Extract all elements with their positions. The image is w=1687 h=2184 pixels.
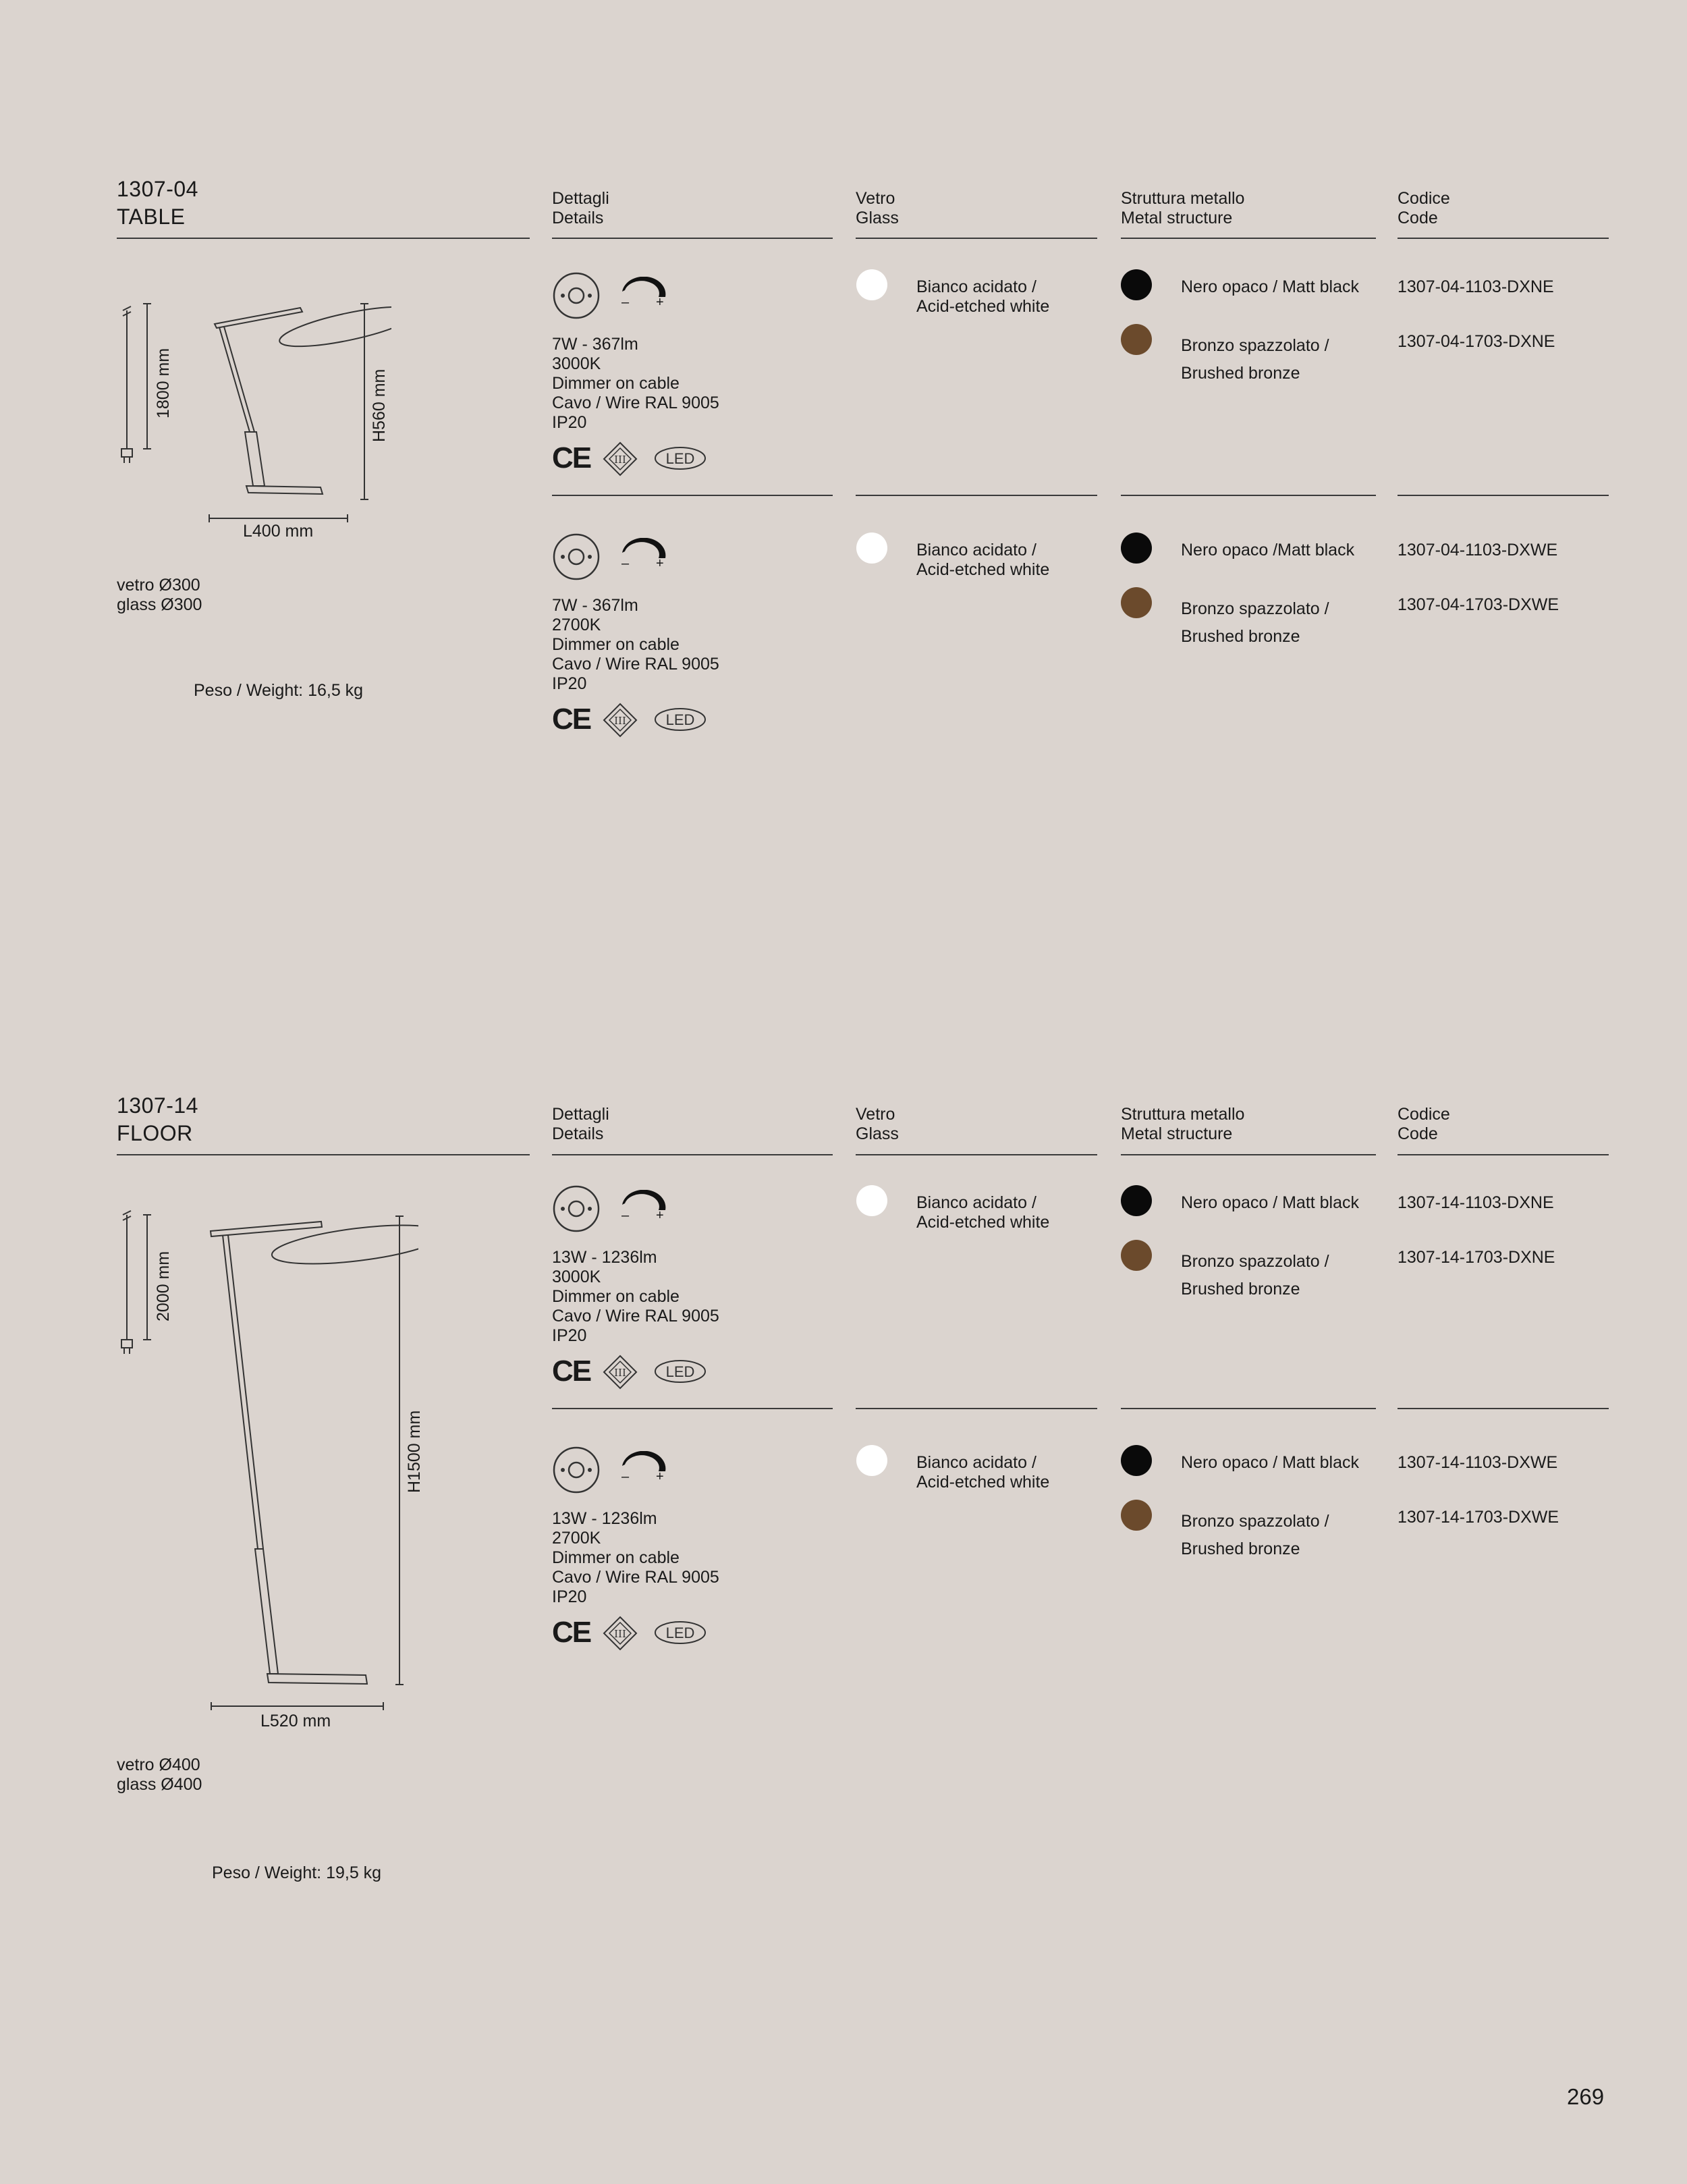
header-details-en: Details xyxy=(552,1124,604,1143)
led-text: LED xyxy=(665,1625,695,1641)
product-code: 1307-04 xyxy=(117,177,198,201)
led-icon xyxy=(653,445,707,471)
details-power: 13W - 1236lm xyxy=(552,1248,657,1267)
product-code-value: 1307-04-1103-DXNE xyxy=(1398,277,1554,296)
divider xyxy=(856,238,1097,239)
details-cable: Cavo / Wire RAL 9005 xyxy=(552,1307,719,1326)
details-color-temp: 2700K xyxy=(552,1529,601,1548)
divider xyxy=(1121,238,1376,239)
details-cable: Cavo / Wire RAL 9005 xyxy=(552,655,719,674)
glass-finish-en: Acid-etched white xyxy=(916,560,1050,579)
switch-icon xyxy=(552,533,601,581)
bronze-swatch xyxy=(1121,1240,1152,1271)
header-details xyxy=(552,189,609,228)
class-iii-text: III xyxy=(614,715,626,727)
header-structure-it: Struttura metallo xyxy=(1121,189,1245,208)
glass-finish-it: Bianco acidato / xyxy=(916,1193,1036,1212)
led-text: LED xyxy=(665,450,695,467)
led-icon xyxy=(653,1620,707,1645)
header-code-it: Codice xyxy=(1398,189,1450,208)
finish-label xyxy=(1181,332,1329,387)
switch-icon xyxy=(552,1184,601,1233)
divider xyxy=(552,238,833,239)
header-details-en: Details xyxy=(552,209,604,227)
details-ip: IP20 xyxy=(552,674,587,693)
header-structure-en: Metal structure xyxy=(1121,1124,1233,1143)
product-code-value: 1307-04-1703-DXNE xyxy=(1398,332,1555,351)
finish-label-it: Bronzo spazzolato / xyxy=(1181,599,1329,618)
product-code-value: 1307-14-1103-DXWE xyxy=(1398,1453,1558,1472)
led-icon xyxy=(653,707,707,732)
black-swatch xyxy=(1121,1445,1152,1476)
divider xyxy=(856,1154,1097,1155)
product-code-value: 1307-14-1703-DXNE xyxy=(1398,1248,1555,1267)
product-code-value: 1307-04-1703-DXWE xyxy=(1398,595,1559,614)
divider xyxy=(1398,1408,1609,1409)
cable-length-label: 2000 mm xyxy=(154,1251,173,1321)
divider xyxy=(117,238,530,239)
dimmer-plus: + xyxy=(656,1469,664,1484)
details-list xyxy=(552,1509,719,1607)
divider xyxy=(1398,1154,1609,1155)
length-label: L400 mm xyxy=(243,522,314,541)
header-structure-it: Struttura metallo xyxy=(1121,1105,1245,1124)
divider xyxy=(1121,1408,1376,1409)
class-iii-text: III xyxy=(614,1367,626,1379)
divider xyxy=(552,1154,833,1155)
finish-label-it: Bronzo spazzolato / xyxy=(1181,336,1329,355)
glass-diameter-it: vetro Ø300 xyxy=(117,576,200,595)
dimmer-minus: – xyxy=(621,295,630,310)
details-cable: Cavo / Wire RAL 9005 xyxy=(552,1568,719,1587)
ce-mark-icon: CE xyxy=(552,703,591,736)
glass-diameter-it: vetro Ø400 xyxy=(117,1755,200,1774)
glass-finish xyxy=(916,277,1049,317)
ce-mark-icon: CE xyxy=(552,441,591,474)
class-iii-icon xyxy=(603,441,638,476)
product-type: FLOOR xyxy=(117,1121,193,1145)
header-details xyxy=(552,1105,609,1144)
weight: Peso / Weight: 16,5 kg xyxy=(194,681,364,700)
glass-finish-en: Acid-etched white xyxy=(916,1213,1050,1232)
divider xyxy=(1121,1154,1376,1155)
header-code xyxy=(1398,189,1450,228)
header-glass xyxy=(856,1105,899,1144)
header-code xyxy=(1398,1105,1450,1144)
class-iii-icon xyxy=(603,1355,638,1390)
header-code-en: Code xyxy=(1398,1124,1438,1143)
divider xyxy=(856,1408,1097,1409)
header-structure xyxy=(1121,1105,1244,1144)
class-iii-icon xyxy=(603,1616,638,1651)
details-ip: IP20 xyxy=(552,413,587,432)
finish-label-it: Bronzo spazzolato / xyxy=(1181,1252,1329,1271)
glass-diameter-en: glass Ø300 xyxy=(117,595,202,614)
details-list xyxy=(552,335,719,433)
glass-finish xyxy=(916,541,1049,580)
product-code-value: 1307-14-1103-DXNE xyxy=(1398,1193,1554,1212)
product-code: 1307-14 xyxy=(117,1093,198,1118)
dimmer-minus: – xyxy=(621,556,630,571)
dimmer-minus: – xyxy=(621,1469,630,1484)
table-lamp-drawing xyxy=(108,290,391,547)
divider xyxy=(552,495,833,496)
bronze-swatch xyxy=(1121,324,1152,355)
details-ip: IP20 xyxy=(552,1326,587,1345)
glass-diameter xyxy=(117,576,202,615)
dimmer-plus: + xyxy=(656,295,664,310)
glass-finish xyxy=(916,1193,1049,1232)
details-power: 7W - 367lm xyxy=(552,335,638,354)
header-code-en: Code xyxy=(1398,209,1438,227)
class-iii-icon xyxy=(603,703,638,738)
weight: Peso / Weight: 19,5 kg xyxy=(212,1863,382,1882)
ce-mark-icon: CE xyxy=(552,1616,591,1649)
divider xyxy=(856,495,1097,496)
height-label: H1500 mm xyxy=(405,1410,424,1493)
finish-label: Nero opaco / Matt black xyxy=(1181,277,1360,296)
glass-swatch xyxy=(856,533,887,564)
switch-icon xyxy=(552,271,601,320)
finish-label xyxy=(1181,1248,1329,1303)
glass-finish-en: Acid-etched white xyxy=(916,1473,1050,1492)
details-list xyxy=(552,596,719,694)
details-dimmer: Dimmer on cable xyxy=(552,1287,680,1306)
product-code-value: 1307-04-1103-DXWE xyxy=(1398,541,1558,559)
dimmer-plus: + xyxy=(656,1208,664,1223)
finish-label: Nero opaco / Matt black xyxy=(1181,1453,1360,1472)
finish-label-it: Bronzo spazzolato / xyxy=(1181,1512,1329,1531)
page-number: 269 xyxy=(1567,2084,1605,2109)
finish-label: Nero opaco / Matt black xyxy=(1181,1193,1360,1212)
header-structure xyxy=(1121,189,1244,228)
finish-label-en: Brushed bronze xyxy=(1181,1280,1300,1299)
details-dimmer: Dimmer on cable xyxy=(552,635,680,654)
header-glass-en: Glass xyxy=(856,209,899,227)
header-glass-it: Vetro xyxy=(856,1105,895,1124)
dimmer-minus: – xyxy=(621,1208,630,1223)
header-details-it: Dettagli xyxy=(552,1105,609,1124)
divider xyxy=(1398,238,1609,239)
finish-label-en: Brushed bronze xyxy=(1181,627,1300,646)
details-ip: IP20 xyxy=(552,1587,587,1606)
finish-label xyxy=(1181,1508,1329,1563)
divider xyxy=(1121,495,1376,496)
details-power: 7W - 367lm xyxy=(552,596,638,615)
black-swatch xyxy=(1121,533,1152,564)
glass-swatch xyxy=(856,1185,887,1216)
header-glass xyxy=(856,189,899,228)
header-details-it: Dettagli xyxy=(552,189,609,208)
details-color-temp: 2700K xyxy=(552,616,601,634)
divider xyxy=(1398,495,1609,496)
details-list xyxy=(552,1248,719,1346)
led-text: LED xyxy=(665,711,695,728)
glass-diameter-en: glass Ø400 xyxy=(117,1775,202,1794)
height-label: H560 mm xyxy=(370,368,389,442)
cable-length-label: 1800 mm xyxy=(154,348,173,418)
divider xyxy=(117,1154,530,1155)
header-glass-it: Vetro xyxy=(856,189,895,208)
details-color-temp: 3000K xyxy=(552,354,601,373)
finish-label-en: Brushed bronze xyxy=(1181,1539,1300,1558)
dimmer-plus: + xyxy=(656,556,664,571)
divider xyxy=(552,1408,833,1409)
glass-finish xyxy=(916,1453,1049,1492)
finish-label xyxy=(1181,595,1329,651)
details-power: 13W - 1236lm xyxy=(552,1509,657,1528)
length-label: L520 mm xyxy=(260,1712,331,1730)
led-icon xyxy=(653,1359,707,1384)
details-dimmer: Dimmer on cable xyxy=(552,1548,680,1567)
finish-label-en: Brushed bronze xyxy=(1181,364,1300,383)
black-swatch xyxy=(1121,269,1152,300)
black-swatch xyxy=(1121,1185,1152,1216)
glass-diameter xyxy=(117,1755,202,1795)
header-structure-en: Metal structure xyxy=(1121,209,1233,227)
product-type: TABLE xyxy=(117,204,186,229)
bronze-swatch xyxy=(1121,1500,1152,1531)
product-code-value: 1307-14-1703-DXWE xyxy=(1398,1508,1559,1527)
bronze-swatch xyxy=(1121,587,1152,618)
ce-mark-icon: CE xyxy=(552,1355,591,1388)
glass-finish-it: Bianco acidato / xyxy=(916,1453,1036,1472)
glass-swatch xyxy=(856,1445,887,1476)
finish-label: Nero opaco /Matt black xyxy=(1181,541,1355,559)
glass-finish-it: Bianco acidato / xyxy=(916,277,1036,296)
glass-finish-it: Bianco acidato / xyxy=(916,541,1036,559)
led-text: LED xyxy=(665,1363,695,1380)
details-cable: Cavo / Wire RAL 9005 xyxy=(552,393,719,412)
glass-swatch xyxy=(856,269,887,300)
header-code-it: Codice xyxy=(1398,1105,1450,1124)
switch-icon xyxy=(552,1446,601,1494)
class-iii-text: III xyxy=(614,454,626,466)
details-color-temp: 3000K xyxy=(552,1267,601,1286)
glass-finish-en: Acid-etched white xyxy=(916,297,1050,316)
class-iii-text: III xyxy=(614,1628,626,1640)
details-dimmer: Dimmer on cable xyxy=(552,374,680,393)
header-glass-en: Glass xyxy=(856,1124,899,1143)
